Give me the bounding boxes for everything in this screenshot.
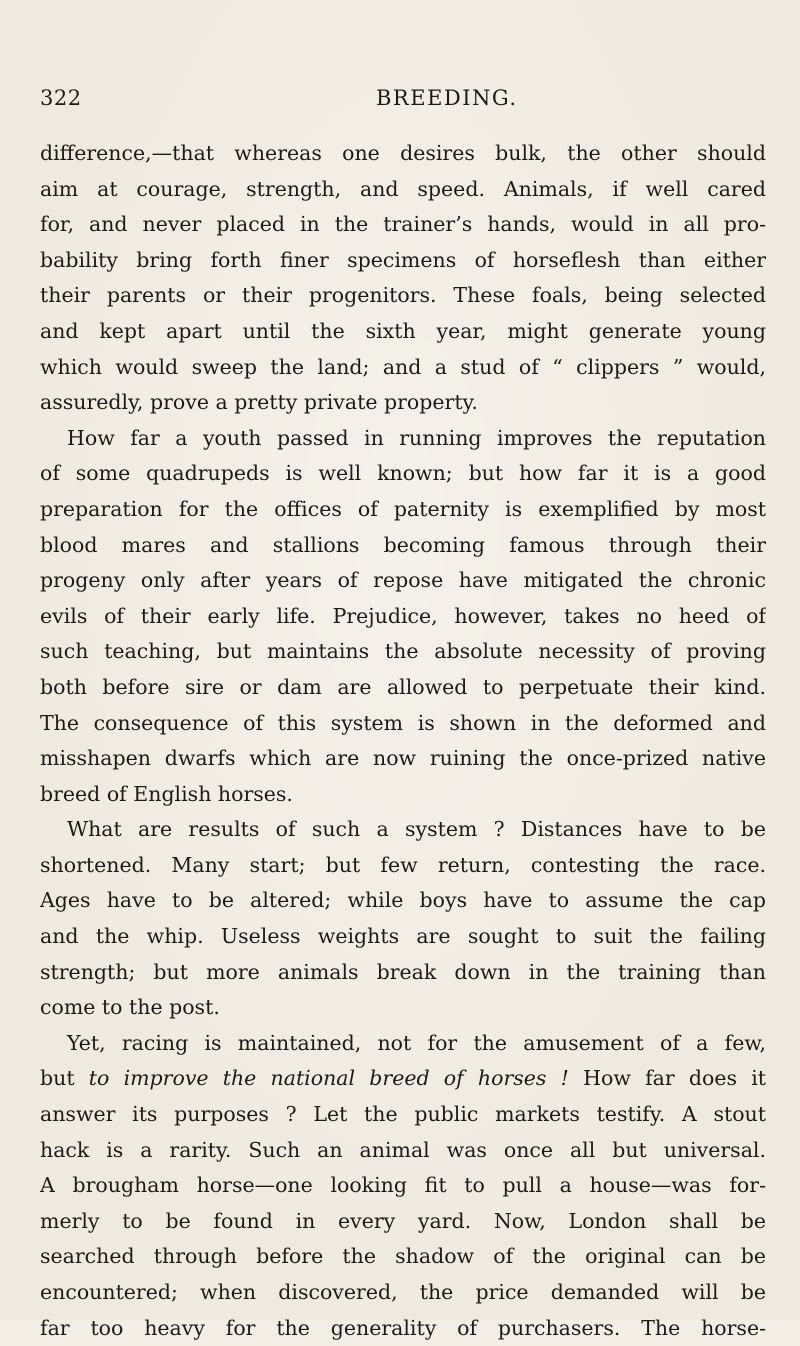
text-line: difference,—that whereas one desires bulk, the other should [40,141,766,165]
page-number: 322 [40,86,82,110]
text-line: and kept apart until the sixth year, might generate young [40,318,766,343]
text-line: shortened. Many start; but few return, contesting the race. [40,852,766,877]
text-fragment: but [40,1066,89,1091]
text-line: such teaching, but maintains the absolute necessity of proving [40,639,766,664]
text-line: evils of their early life. Prejudice, however, takes no heed of [40,603,766,628]
text-line: merly to be found in every yard. Now, London shall be [40,1208,766,1233]
running-head: BREEDING. [376,86,518,110]
text-fragment: How far does it [568,1066,766,1091]
text-line: progeny only after years of repose have mitigated the chronic [40,568,766,593]
text-line: searched through before the shadow of the original can be [40,1244,766,1269]
text-line: A brougham horse—one looking fit to pull a house—was for- [40,1173,766,1198]
text-line: aim at courage, strength, and speed. Animals, if well cared [40,176,766,201]
text-line: answer its purposes ? Let the public markets testify. A stout [40,1102,766,1127]
text-line: preparation for the offices of paternity is exemplified by most [40,496,766,521]
text-line: Yet, racing is maintained, not for the amusement of a few, [67,1030,766,1055]
text-line: How far a youth passed in running improves the reputation [67,425,766,450]
text-line: bability bring forth finer specimens of horseflesh than either [40,247,766,272]
text-line: come to the post. [40,995,220,1020]
text-line: breed of English horses. [40,781,293,806]
text-line: of some quadrupeds is well known; but how far it is a good [40,461,766,486]
text-line: Ages have to be altered; while boys have to assume the cap [40,888,766,913]
body-text [40,136,766,1346]
page-header [40,86,760,116]
text-line: their parents or their progenitors. These foals, being selected [40,283,766,308]
text-line: misshapen dwarfs which are now ruining the once-prized native [40,746,766,771]
text-line: hack is a rarity. Such an animal was once all but universal. [40,1137,766,1162]
text-line: and the whip. Useless weights are sought to suit the failing [40,924,766,949]
text-line: assuredly, prove a pretty private property. [40,390,478,415]
text-line: for, and never placed in the trainer’s hands, would in all pro- [40,212,766,237]
text-line: which would sweep the land; and a stud of “ clippers ” would, [40,354,766,379]
text-line: What are results of such a system ? Distances have to be [67,817,766,842]
italic-phrase: to improve the national breed of horses ! [88,1066,569,1091]
text-line-with-italic [40,1061,766,1097]
text-line: encountered; when discovered, the price demanded will be [40,1280,766,1304]
text-line: strength; but more animals break down in the training than [40,959,766,984]
text-line: blood mares and stallions becoming famous through their [40,532,766,557]
text-line: The consequence of this system is shown in the deformed and [40,710,766,735]
text-line: far too heavy for the generality of purchasers. The horse- [40,1315,766,1340]
text-line: both before sire or dam are allowed to perpetuate their kind. [40,674,766,699]
